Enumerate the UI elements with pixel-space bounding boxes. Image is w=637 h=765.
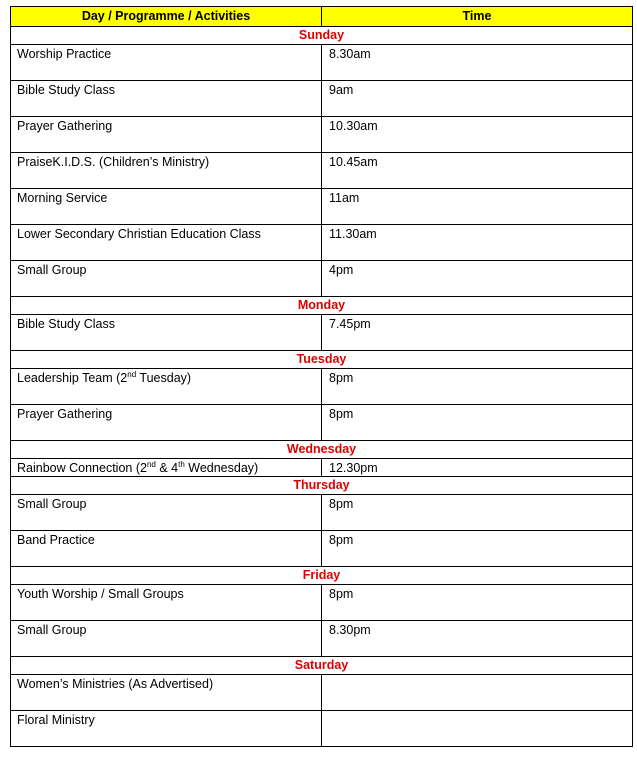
time-cell: 10.45am: [322, 153, 633, 189]
activity-cell: Band Practice: [11, 531, 322, 567]
activity-text-mid: & 4: [155, 461, 179, 475]
activity-cell: Youth Worship / Small Groups: [11, 585, 322, 621]
time-cell: 12.30pm: [322, 459, 633, 477]
activity-text-post: Tuesday): [136, 371, 192, 385]
day-label: Monday: [11, 297, 633, 315]
activity-text-pre: Leadership Team (2: [17, 371, 128, 385]
day-label: Tuesday: [11, 351, 633, 369]
table-row: [11, 459, 633, 477]
time-cell: 8pm: [322, 495, 633, 531]
activity-cell: Floral Ministry: [11, 711, 322, 747]
table-row: [11, 225, 633, 261]
table-row: [11, 45, 633, 81]
table-row: [11, 405, 633, 441]
table-row: [11, 189, 633, 225]
time-cell: 4pm: [322, 261, 633, 297]
table-row: [11, 81, 633, 117]
table-row: [11, 117, 633, 153]
activity-cell: Worship Practice: [11, 45, 322, 81]
day-row-sunday: [11, 27, 633, 45]
activity-cell: Lower Secondary Christian Education Class: [11, 225, 322, 261]
day-label: Wednesday: [11, 441, 633, 459]
day-row-saturday: [11, 657, 633, 675]
day-label: Saturday: [11, 657, 633, 675]
time-cell: 8.30pm: [322, 621, 633, 657]
table-row: [11, 153, 633, 189]
day-row-tuesday: [11, 351, 633, 369]
ordinal-suffix: th: [178, 460, 185, 469]
header-activity: Day / Programme / Activities: [11, 7, 322, 27]
time-cell: 10.30am: [322, 117, 633, 153]
activity-cell: PraiseK.I.D.S. (Children’s Ministry): [11, 153, 322, 189]
day-label: Thursday: [11, 477, 633, 495]
time-cell: 11am: [322, 189, 633, 225]
day-label: Friday: [11, 567, 633, 585]
activity-cell: Bible Study Class: [11, 81, 322, 117]
table-row: [11, 711, 633, 747]
activity-cell: Prayer Gathering: [11, 405, 322, 441]
ordinal-suffix: nd: [146, 460, 156, 469]
time-cell: 9am: [322, 81, 633, 117]
time-cell: 11.30am: [322, 225, 633, 261]
time-cell: 8pm: [322, 531, 633, 567]
activity-cell: [11, 369, 322, 405]
day-row-monday: [11, 297, 633, 315]
time-cell: [322, 675, 633, 711]
day-row-wednesday: [11, 441, 633, 459]
time-cell: 7.45pm: [322, 315, 633, 351]
activity-text-post: Wednesday): [184, 461, 259, 475]
day-label: Sunday: [11, 27, 633, 45]
table-row: [11, 675, 633, 711]
schedule-table: [10, 6, 633, 747]
table-row: [11, 315, 633, 351]
activity-cell: Women’s Ministries (As Advertised): [11, 675, 322, 711]
table-row: [11, 621, 633, 657]
ordinal-suffix: nd: [127, 370, 137, 379]
time-cell: 8pm: [322, 369, 633, 405]
header-row: [11, 7, 633, 27]
time-cell: 8.30am: [322, 45, 633, 81]
time-cell: [322, 711, 633, 747]
activity-cell: Prayer Gathering: [11, 117, 322, 153]
activity-cell: Small Group: [11, 495, 322, 531]
day-row-friday: [11, 567, 633, 585]
activity-cell: Small Group: [11, 261, 322, 297]
activity-cell: Small Group: [11, 621, 322, 657]
table-row: [11, 585, 633, 621]
day-row-thursday: [11, 477, 633, 495]
activity-cell: [11, 459, 322, 477]
time-cell: 8pm: [322, 405, 633, 441]
table-row: [11, 495, 633, 531]
activity-text-pre: Rainbow Connection (2: [17, 461, 147, 475]
activity-cell: Morning Service: [11, 189, 322, 225]
activity-cell: Bible Study Class: [11, 315, 322, 351]
time-cell: 8pm: [322, 585, 633, 621]
table-row: [11, 531, 633, 567]
table-row: [11, 369, 633, 405]
header-time: Time: [322, 7, 633, 27]
table-row: [11, 261, 633, 297]
